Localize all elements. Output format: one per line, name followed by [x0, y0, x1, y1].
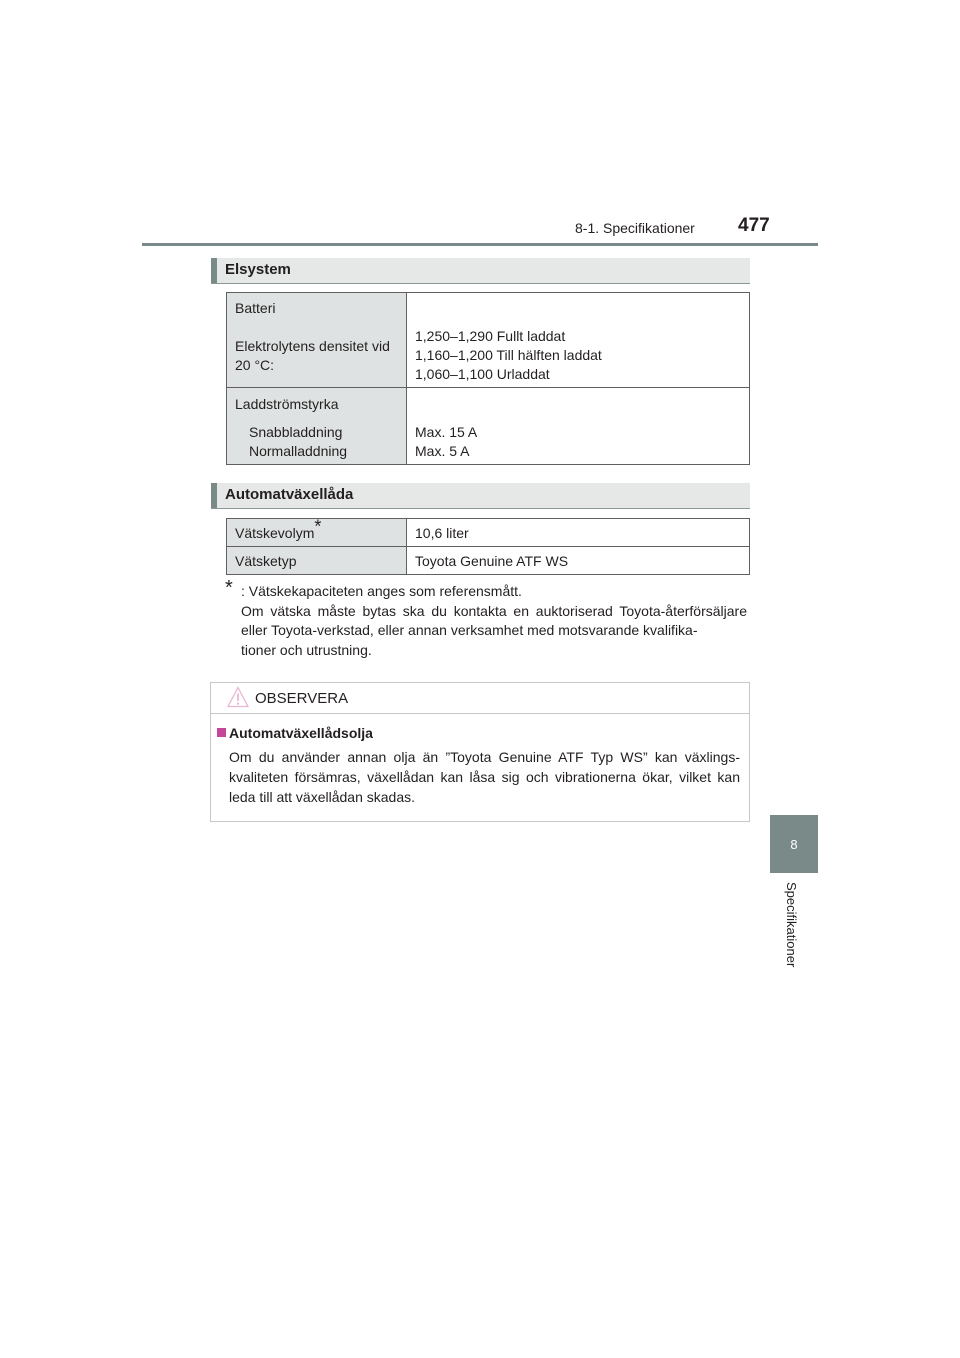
- table-row: [227, 388, 750, 465]
- fast-charging-value: Max. 15 A: [415, 424, 478, 440]
- fluid-volume-label: Vätskevolym: [235, 524, 315, 541]
- running-header-section: 8-1. Specifikationer: [575, 220, 695, 236]
- bullet-square-icon: [217, 728, 226, 737]
- footnote: [225, 577, 747, 660]
- fast-charging-label: Snabbladdning: [249, 424, 343, 440]
- normal-charging-value: Max. 5 A: [415, 443, 470, 459]
- battery-values-cell: [407, 293, 750, 388]
- charging-label-cell: [227, 388, 407, 465]
- table-row: [227, 519, 750, 547]
- caution-title: OBSERVERA: [255, 690, 349, 707]
- charging-label: Laddströmstyrka: [235, 396, 339, 412]
- caution-item-text: Om du använder annan olja än ”Toyota Genuine ATF Typ WS” kan växlings-kvaliteten försämras, växellådan kan låsa sig och vibrationerna ökar, vilket kan leda till att växellådan skadas.: [229, 749, 740, 805]
- caution-box: [210, 682, 750, 822]
- section-heading-text: Automatväxellåda: [225, 486, 354, 503]
- density-value-empty: 1,060–1,100 Urladdat: [415, 366, 550, 382]
- section-heading-text: Elsystem: [225, 261, 291, 278]
- footnote-line2: Om vätska måste bytas ska du kontakta en auktoriserad Toyota-återförsäljare eller Toyota-verkstad, eller annan verksamhet med motsvarande kvalifika-: [241, 602, 747, 638]
- density-value-half: 1,160–1,200 Till hälften laddat: [415, 347, 602, 363]
- density-label-line2: 20 °C:: [235, 357, 275, 373]
- footnote-line3: tioner och utrustning.: [241, 641, 372, 658]
- charging-values-cell: [407, 388, 750, 465]
- warning-triangle-icon: [227, 686, 249, 713]
- battery-label: Batteri: [235, 300, 276, 316]
- density-label-line1: Elektrolytens densitet vid: [235, 338, 390, 354]
- page-number: 477: [738, 215, 770, 236]
- caution-item-title: Automatväxellådsolja: [229, 725, 373, 741]
- section-heading-bar: [211, 483, 217, 508]
- footnote-star: *: [225, 577, 233, 599]
- battery-label-cell: [227, 293, 407, 388]
- chapter-tab: [770, 815, 818, 873]
- normal-charging-label: Normalladdning: [249, 443, 348, 459]
- section-heading-elsystem: [211, 258, 750, 284]
- footnote-line1: : Vätskekapaciteten anges som referensmått.: [241, 583, 522, 599]
- table-row: [227, 547, 750, 575]
- automat-table: [226, 515, 750, 575]
- fluid-volume-label-cell: [227, 515, 407, 547]
- footnote-mark: *: [314, 515, 322, 536]
- section-heading-bar: [211, 258, 217, 283]
- table-row: [227, 293, 750, 388]
- density-value-full: 1,250–1,290 Fullt laddat: [415, 328, 566, 344]
- elsystem-table: [226, 292, 750, 465]
- chapter-number: 8: [790, 836, 798, 852]
- fluid-type-label: Vätsketyp: [227, 547, 407, 575]
- header-rule: [142, 243, 818, 246]
- fluid-volume-value: 10,6 liter: [407, 519, 750, 547]
- chapter-tab-label: Specifikationer: [784, 882, 799, 968]
- section-heading-automat: [211, 483, 750, 509]
- fluid-type-value: Toyota Genuine ATF WS: [407, 547, 750, 575]
- caution-header: [211, 683, 749, 714]
